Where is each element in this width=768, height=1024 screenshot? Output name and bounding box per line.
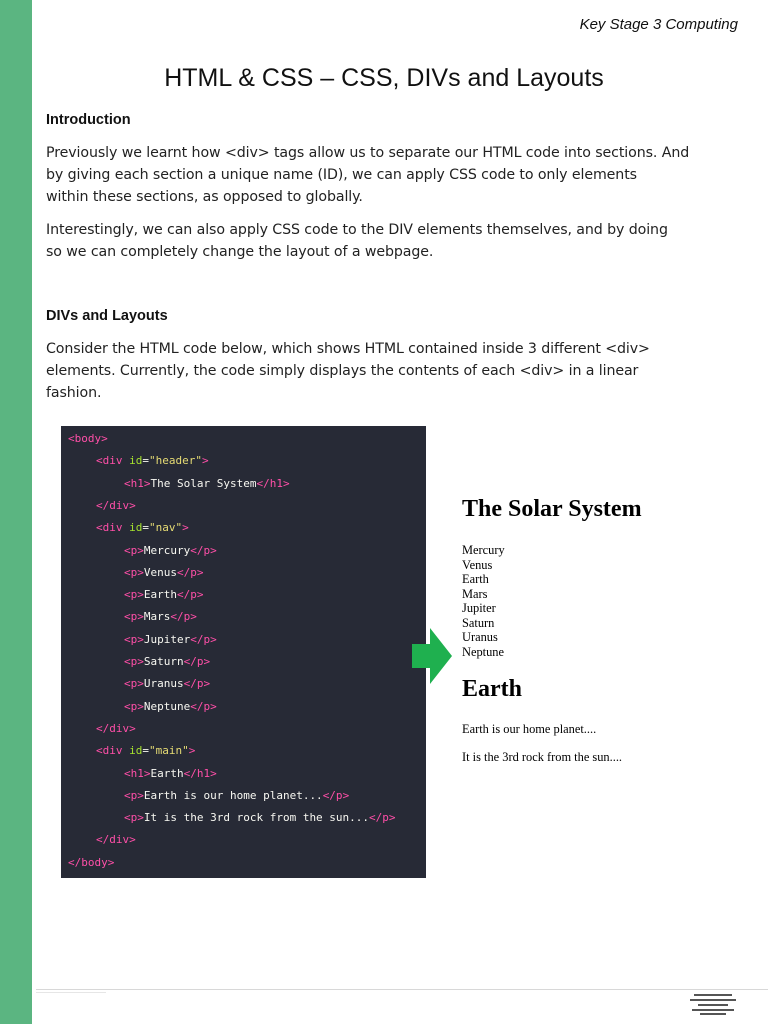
preview-main-heading: Earth [462, 676, 522, 702]
paragraph-line: within these sections, as opposed to globally. [46, 189, 363, 205]
code-line: </div> [96, 721, 136, 735]
course-header: Key Stage 3 Computing [579, 16, 738, 33]
preview-heading: The Solar System [462, 496, 642, 522]
introduction-section [46, 112, 726, 128]
code-line: <p>Mars</p> [124, 610, 197, 624]
divs-layouts-paragraph [46, 338, 726, 404]
divs-layouts-section [46, 308, 726, 324]
planet-item: Earth [462, 572, 489, 586]
code-line: <p>Uranus</p> [124, 677, 211, 691]
code-line: <p>Jupiter</p> [124, 632, 217, 646]
planet-item: Jupiter [462, 601, 496, 615]
footer-logo-mark [690, 992, 736, 1016]
paragraph-line: so we can completely change the layout of a webpage. [46, 244, 434, 260]
preview-main-paragraph-2: It is the 3rd rock from the sun.... [462, 750, 623, 764]
introduction-paragraph-2 [46, 219, 726, 263]
preview-planet-list [462, 543, 505, 659]
planet-item: Saturn [462, 615, 495, 630]
code-line: </div> [96, 833, 136, 847]
planet-item: Uranus [462, 630, 498, 644]
paragraph-line: fashion. [46, 385, 102, 401]
planet-item: Mercury [462, 543, 505, 557]
green-side-bar [0, 0, 32, 1024]
code-line: <div id="main"> [96, 744, 196, 758]
introduction-paragraph-1 [46, 142, 726, 208]
section-heading-divs-layouts: DIVs and Layouts [46, 308, 168, 324]
code-line: <p>It is the 3rd rock from the sun...</p> [124, 811, 396, 825]
code-line: <p>Saturn</p> [124, 655, 211, 668]
right-arrow-icon [412, 628, 452, 684]
code-line: <p>Neptune</p> [124, 699, 217, 713]
paragraph-line: elements. Currently, the code simply displays the contents of each <div> in a linear [46, 363, 639, 379]
page-title: HTML & CSS – CSS, DIVs and Layouts [164, 64, 604, 92]
code-line: <p>Earth</p> [124, 588, 204, 602]
code-line: <p>Earth is our home planet...</p> [124, 788, 350, 802]
code-line: <p>Venus</p> [124, 565, 204, 579]
code-line: </div> [96, 498, 136, 512]
code-line: <div id="header"> [96, 454, 209, 468]
code-line: <div id="nav"> [96, 521, 189, 535]
footer-divider [36, 989, 768, 990]
section-heading-introduction: Introduction [46, 112, 131, 128]
code-line: </body> [68, 855, 115, 869]
paragraph-line: Interestingly, we can also apply CSS code to the DIV elements themselves, and by doing [46, 222, 668, 238]
footer-divider-short [36, 992, 106, 993]
code-line: <h1>The Solar System</h1> [124, 476, 290, 490]
planet-item: Neptune [462, 644, 504, 659]
code-line: <p>Mercury</p> [124, 543, 217, 557]
paragraph-line: Previously we learnt how <div> tags allow us to separate our HTML code into sections. And [46, 145, 690, 161]
code-screenshot [61, 426, 426, 878]
code-line: <body> [68, 432, 108, 445]
planet-item: Mars [462, 586, 488, 601]
code-line: <h1>Earth</h1> [124, 766, 217, 780]
preview-main-paragraph-1: Earth is our home planet.... [462, 722, 597, 736]
paragraph-line: by giving each section a unique name (ID), we can apply CSS code to only elements [46, 167, 637, 183]
paragraph-line: Consider the HTML code below, which shows HTML contained inside 3 different <div> [46, 341, 650, 357]
planet-item: Venus [462, 557, 493, 572]
